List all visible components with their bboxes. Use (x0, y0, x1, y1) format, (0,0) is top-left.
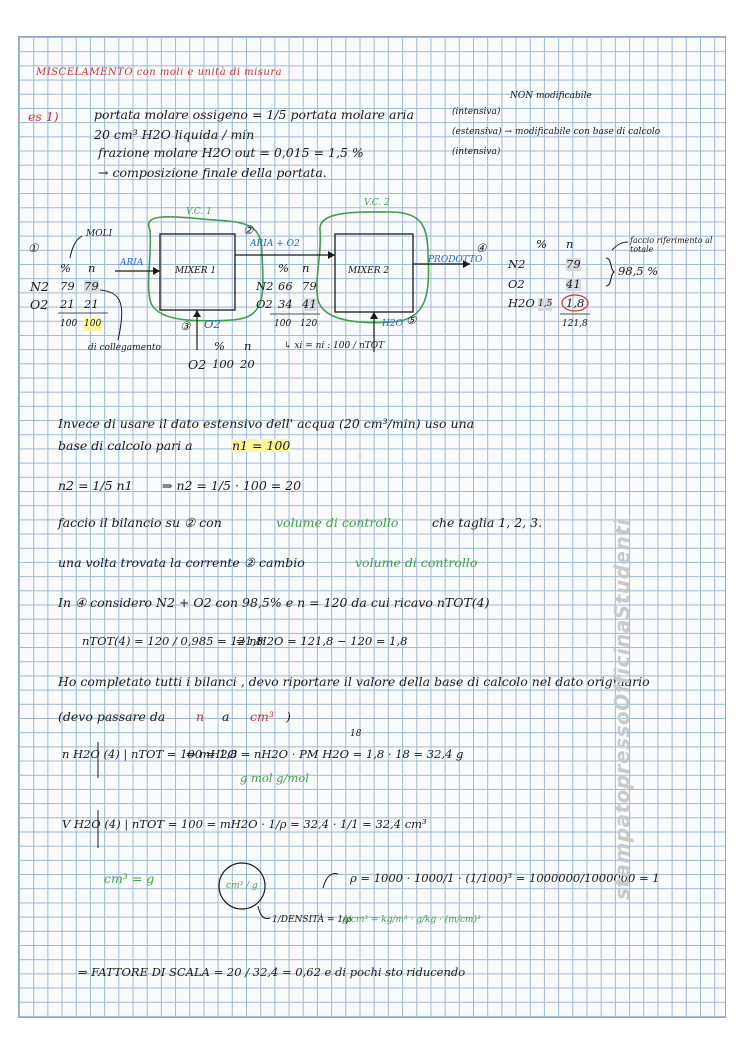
equation-volume: V H2O (4) | nTOT = 100 = mH2O · 1/ρ = 32,4 · 1/1 = 32,4 cm³ (62, 817, 427, 831)
paragraph-4: In ④ considero N2 + O2 con 98,5% e n = 120 da cui ricavo nTOT(4) (58, 595, 490, 610)
exercise-label: es 1) (28, 109, 59, 124)
collegamento-note: di collegamento (88, 343, 161, 353)
s1-total: 100 (60, 319, 78, 329)
s3-moles-header: n (244, 339, 252, 353)
mixer-1-label: MIXER 1 (175, 266, 217, 276)
s2-total: 100 (274, 319, 292, 329)
equation-ntot: nTOT(4) = 120 / 0,985 = 121,8 (82, 634, 264, 648)
s2-value: 79 (302, 279, 317, 293)
cv2-label: V.C. 2 (364, 198, 390, 208)
s4-species: O2 (508, 277, 525, 291)
s2-value: 66 (278, 279, 293, 293)
paragraph-2b: volume di controllo (276, 515, 399, 530)
s4-value: 1,8 (566, 296, 585, 310)
o2-inlet-label: O2 (204, 317, 221, 331)
air-label: ARIA (120, 258, 144, 268)
s3-value: 20 (240, 357, 255, 371)
circle-fraction: cm³ / g (226, 881, 258, 891)
paragraph-6e: ) (286, 709, 291, 724)
air-o2-label: ARIA + O2 (250, 239, 300, 249)
stream-1-number: ① (28, 241, 39, 255)
equation-n2-a: n2 = 1/5 n1 (58, 478, 133, 493)
s4-species: H2O (508, 296, 535, 310)
paragraph-6a: (devo passare da (58, 709, 166, 724)
paragraph-3a: una volta trovata la corrente ② cambio (58, 555, 305, 570)
s4-value: 41 (566, 277, 581, 291)
equation-n4: n H2O (4) | nTOT = 100 = 1,8 (62, 747, 238, 761)
cv1-label: V.C. 1 (186, 207, 212, 217)
stream-2-number: ② (243, 223, 254, 237)
page-title: MISCELAMENTO con moli e unità di misura (36, 67, 283, 78)
s4-species: N2 (508, 257, 526, 271)
intensive-note-2: (estensiva) → modificabile con base di calcolo (452, 127, 661, 137)
density-equation: ρ = 1000 · 1000/1 · (1/100)³ = 1000000/1000000 = 1 (350, 871, 660, 885)
paragraph-1a: Invece di usare il dato estensivo dell' acqua (20 cm³/min) uso una (58, 416, 475, 431)
s4-note: faccio riferimento al totale (630, 236, 713, 254)
paragraph-6d: cm³ (250, 709, 274, 724)
s1-species: N2 (30, 279, 49, 294)
s1-value: 79 (84, 279, 99, 293)
s4-moles-header: n (566, 237, 574, 251)
product-label: PRODOTTO (428, 255, 483, 265)
s3-species: O2 (188, 357, 207, 372)
s4-brace-value: 98,5 % (618, 264, 659, 278)
units-cm3-g: cm³ = g (104, 871, 155, 886)
s1-percent-header: % (60, 261, 71, 275)
paragraph-6c: a (222, 709, 230, 724)
s2-moles-header: n (302, 261, 310, 275)
s1-value: 79 (60, 279, 75, 293)
stream-5-number: ⑤ (406, 313, 417, 327)
s2-total: 120 (300, 319, 318, 329)
intensive-note-1: (intensiva) (452, 107, 501, 117)
moli-label: MOLI (86, 229, 113, 239)
scale-factor: ⇒ FATTORE DI SCALA = 20 / 32,4 = 0,62 e di pochi sto riducendo (78, 965, 466, 979)
equation-n2-b: ⇒ n2 = 1/5 · 100 = 20 (162, 478, 302, 493)
paragraph-3b: volume di controllo (355, 555, 478, 570)
stream-4-number: ④ (476, 241, 487, 255)
s2-species: N2 (256, 279, 274, 293)
density-units: g/cm³ = kg/m³ · g/kg · (m/cm)³ (342, 915, 481, 925)
problem-line-2: 20 cm³ H2O liquida / min (94, 127, 255, 142)
s3-percent-header: % (214, 339, 225, 353)
watermark: stampatopressoOfficinaStudenti (610, 518, 634, 900)
problem-line-4: → composizione finale della portata. (98, 165, 327, 180)
s2-value: 41 (302, 297, 317, 311)
s1-value: 21 (60, 297, 75, 311)
xi-formula: ↳ xi = ni : 100 / nTOT (284, 341, 385, 351)
density-label: 1/DENSITÀ = 1/ρ (272, 915, 352, 925)
paragraph-5: Ho completato tutti i bilanci , devo riportare il valore della base di calcolo nel dato originario (58, 674, 650, 689)
s1-total: 100 (84, 319, 102, 329)
s3-value: 100 (212, 357, 234, 371)
s4-value: 1,5 (538, 299, 553, 309)
mixer-2-label: MIXER 2 (348, 266, 390, 276)
s4-percent-header: % (536, 237, 547, 251)
s1-species: O2 (30, 297, 49, 312)
equation-nh2o: ⇒ nH2O = 121,8 − 120 = 1,8 (236, 634, 408, 648)
problem-line-3: frazione molare H2O out = 0,015 = 1,5 % (98, 145, 364, 160)
s2-percent-header: % (278, 261, 289, 275)
h2o-inlet-label: H2O (382, 319, 403, 329)
s4-value: 79 (566, 257, 581, 271)
s1-value: 21 (84, 297, 99, 311)
s4-total: 121,8 (562, 319, 588, 329)
note-non-modificabile: NON modificabile (510, 91, 592, 101)
equation-mass: ⇒ mH2O = nH2O · PM H2O = 1,8 · 18 = 32,4 g (186, 747, 464, 761)
paragraph-2a: faccio il bilancio su ② con (58, 515, 222, 530)
pm-18-note: 18 (350, 729, 362, 739)
s2-value: 34 (278, 297, 293, 311)
s2-species: O2 (256, 297, 273, 311)
paragraph-6b: n (196, 709, 205, 724)
s1-moles-header: n (88, 261, 96, 275)
paragraph-1b: base di calcolo pari a (58, 438, 193, 453)
paragraph-2c: che taglia 1, 2, 3. (432, 515, 543, 530)
problem-line-1: portata molare ossigeno = 1/5 portata molare aria (94, 107, 414, 122)
stream-3-number: ③ (180, 319, 191, 333)
mass-units: g mol g/mol (240, 771, 309, 785)
paragraph-1c: n1 = 100 (232, 438, 291, 453)
intensive-note-3: (intensiva) (452, 147, 501, 157)
